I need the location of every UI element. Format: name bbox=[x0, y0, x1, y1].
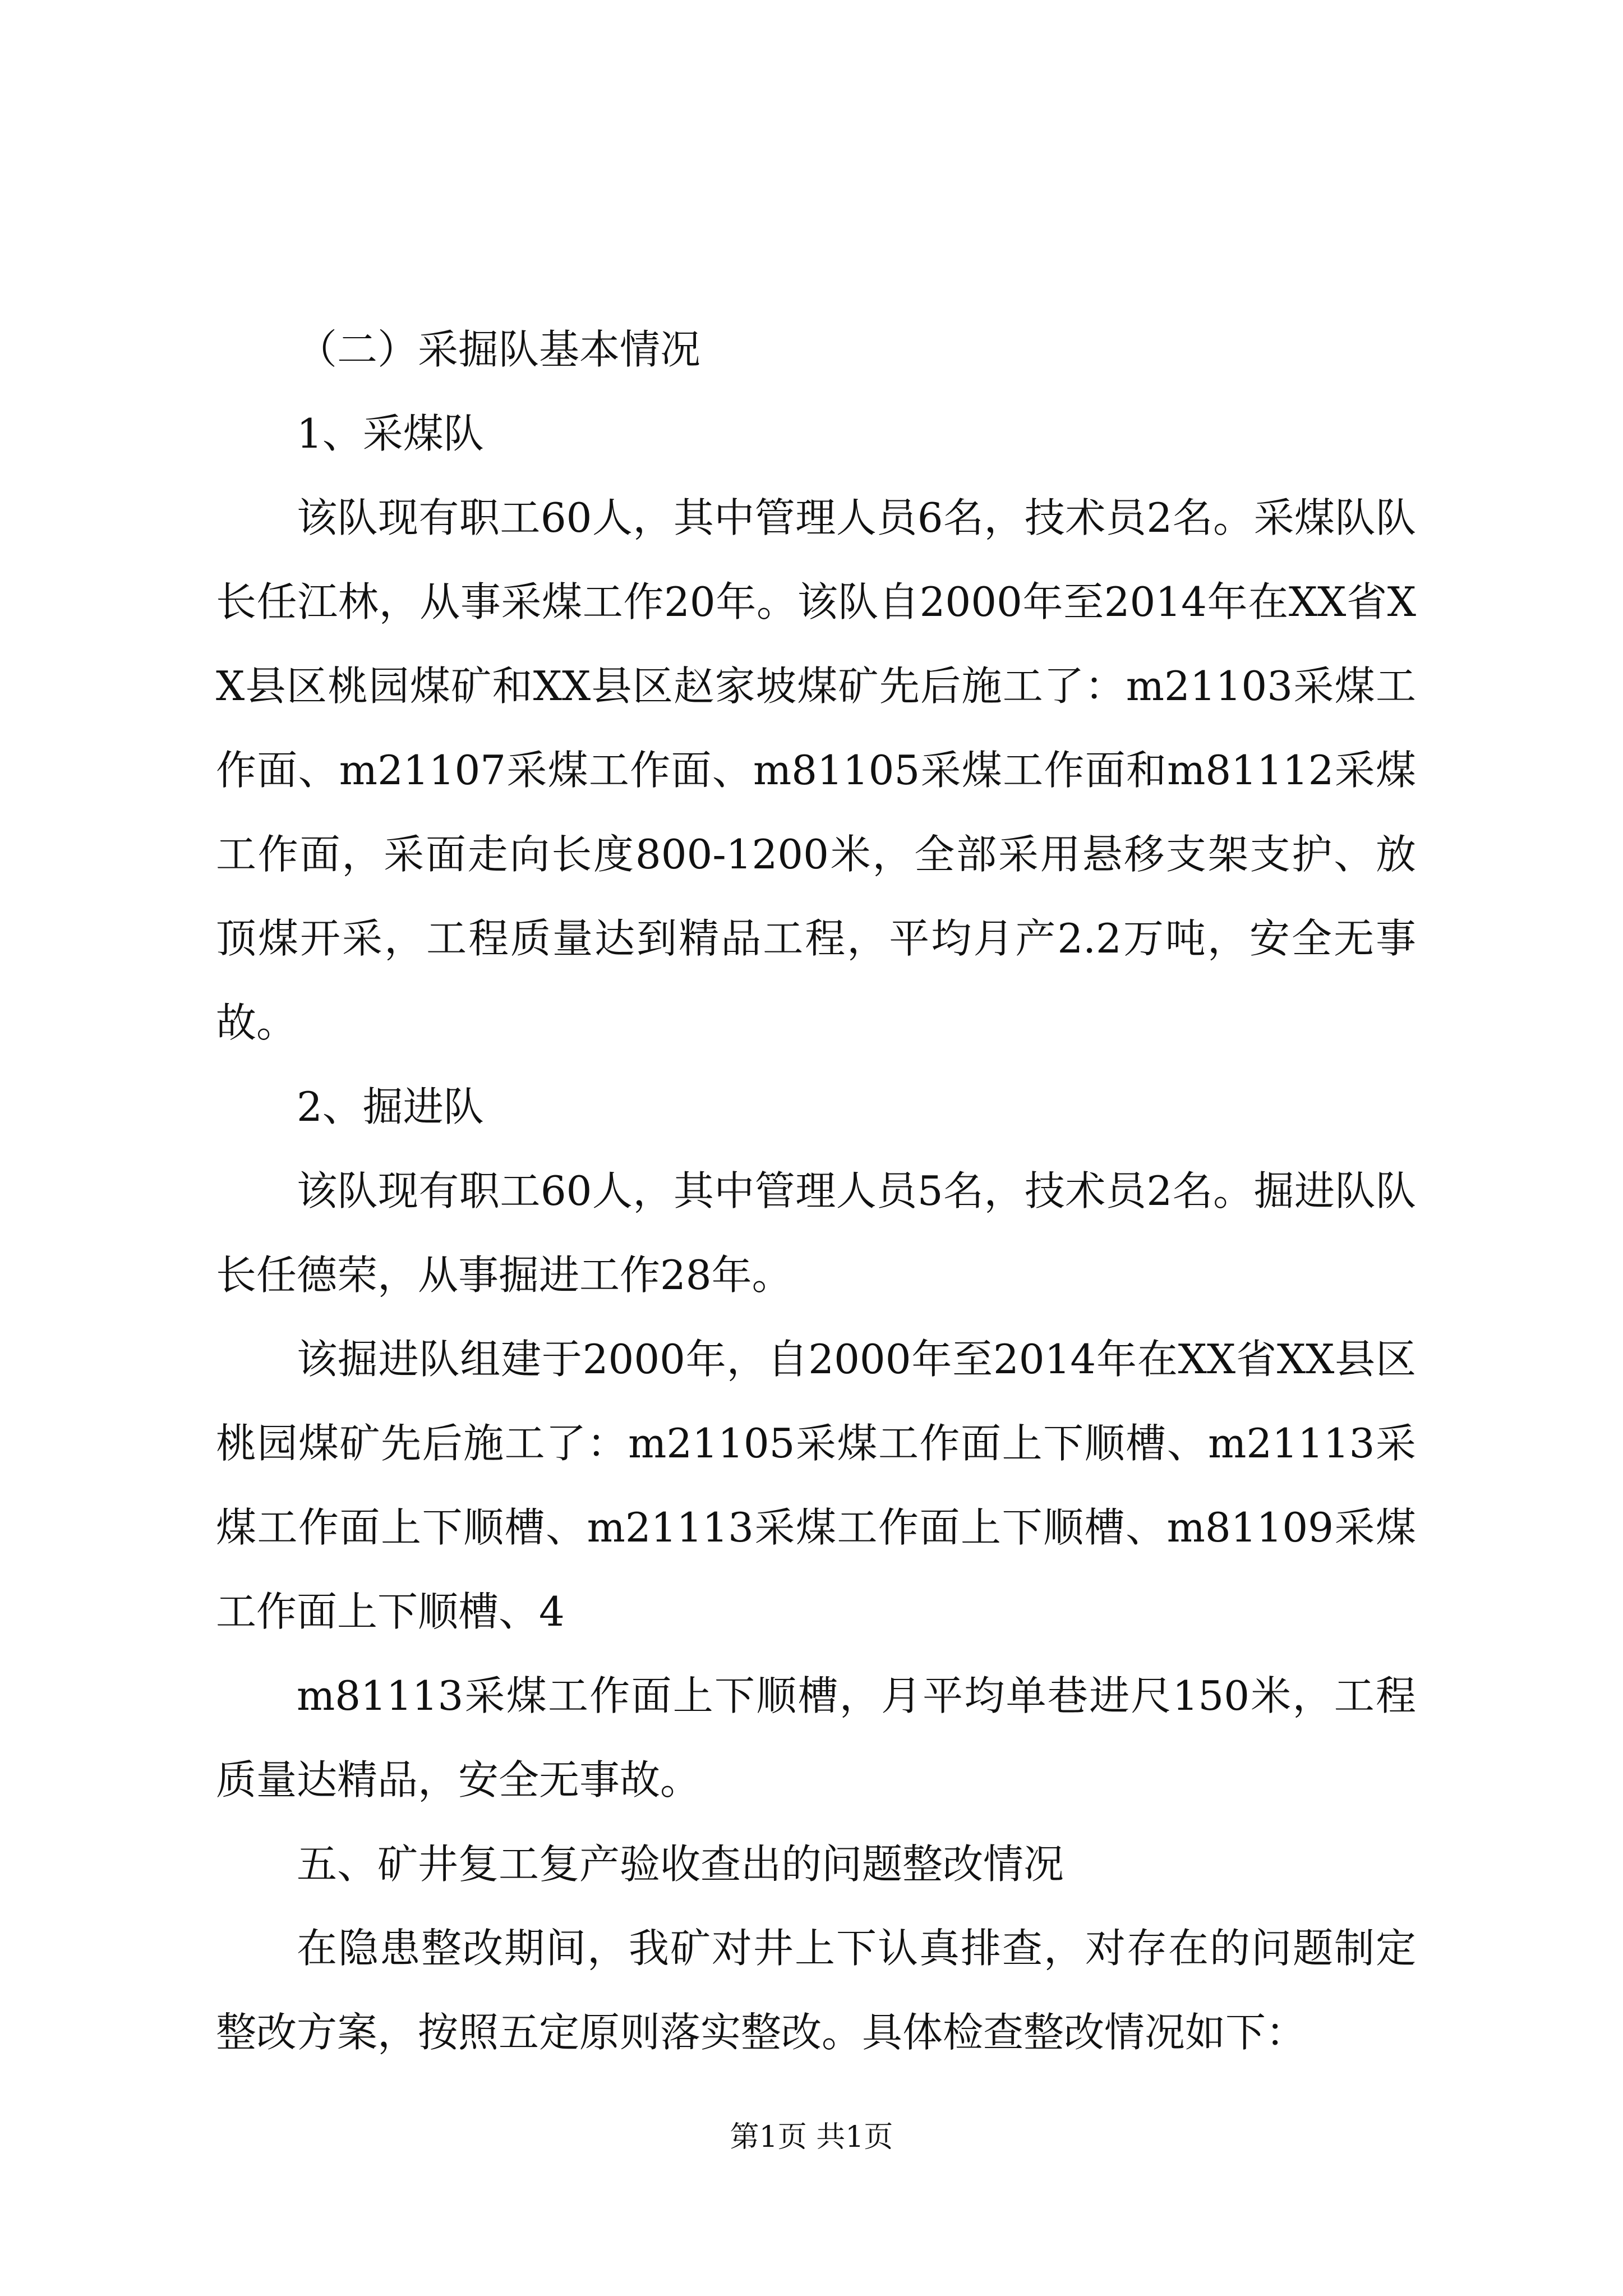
paragraph-tunneling-team: 该队现有职工60人，其中管理人员5名，技术员2名。掘进队队长任德荣，从事掘进工作28年。 bbox=[216, 1167, 1416, 1299]
paragraph-tunneling-results: m81113采煤工作面上下顺槽，月平均单巷进尺150米，工程质量达精品，安全无事故。 bbox=[216, 1672, 1416, 1803]
paragraph-mining-team: 该队现有职工60人，其中管理人员6名，技术员2名。采煤队队长任江林，从事采煤工作20年。该队自2000年至2014年在XX省XX县区桃园煤矿和XX县区赵家坡煤矿先后施工了：m21103采煤工作面、m21107采煤工作面、m81105采煤工作面和m81112采煤工作面，采面走向长度800-1200米，全部采用悬移支架支护、放顶煤开采，工程质量达到精品工程，平均月产2.2万吨，安全无事故。 bbox=[216, 494, 1416, 1046]
subheading-mining-team: 1、采煤队 bbox=[297, 410, 484, 457]
page-footer: 第1页 共1页 bbox=[730, 2120, 893, 2154]
paragraph-rectification: 在隐患整改期间，我矿对井上下认真排查，对存在的问题制定整改方案，按照五定原则落实整改。具体检查整改情况如下： bbox=[216, 1925, 1416, 2056]
section-heading-teams: （二）采掘队基本情况 bbox=[297, 326, 701, 373]
subheading-tunneling-team: 2、掘进队 bbox=[297, 1083, 484, 1130]
paragraph-tunneling-history: 该掘进队组建于2000年，自2000年至2014年在XX省XX县区桃园煤矿先后施工了：m21105采煤工作面上下顺槽、m21113采煤工作面上下顺槽、m21113采煤工作面上下顺槽、m81109采煤工作面上下顺槽、4 bbox=[216, 1336, 1416, 1635]
section-heading-rectification: 五、矿井复工复产验收查出的问题整改情况 bbox=[297, 1841, 1064, 1888]
document-body bbox=[216, 307, 1416, 2074]
